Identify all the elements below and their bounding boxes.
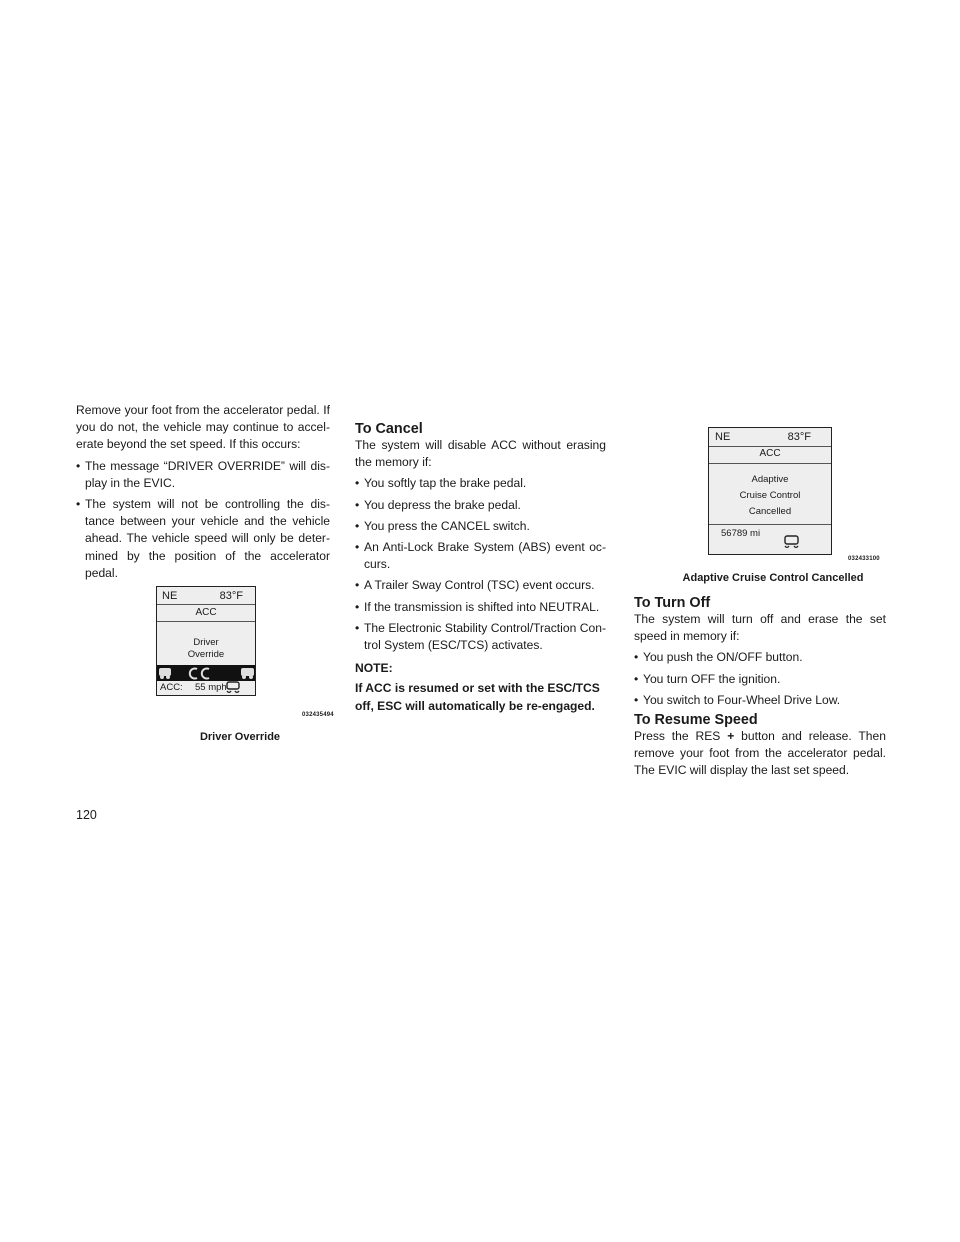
bullet-icon: •: [355, 620, 360, 635]
list-item: • The system will not be controlling the dis-tance between your vehicle and the vehicle ahead. The vehicle speed will only be deter-mined by the position of the accelerator pedal.: [76, 497, 330, 580]
column-middle: [355, 422, 606, 715]
bullet-icon: •: [355, 578, 360, 593]
section-heading-resume: To Resume Speed: [634, 712, 758, 729]
traction-icon: [782, 535, 802, 551]
message-line-1: Adaptive: [751, 474, 789, 485]
evic-screen: [156, 586, 256, 696]
override-bullet-list: [76, 458, 330, 582]
bullet-icon: •: [355, 497, 360, 512]
figure-id: 032433100: [848, 556, 880, 562]
cancel-bullet-list: [355, 475, 606, 654]
figure-caption: Adaptive Cruise Control Cancelled: [682, 572, 864, 584]
turn-off-intro: The system will turn off and erase the set speed in memory if:: [634, 612, 886, 644]
list-item: • You turn OFF the ignition.: [634, 671, 886, 688]
bullet-icon: •: [634, 692, 639, 707]
bullet-icon: •: [355, 518, 360, 533]
column-right: [634, 596, 886, 780]
bullet-icon: •: [355, 540, 360, 555]
bullet-icon: •: [76, 497, 81, 512]
list-item: • You softly tap the brake pedal.: [355, 475, 606, 492]
message-line-3: Cancelled: [748, 506, 792, 517]
odometer-readout: 56789 mi: [721, 528, 761, 539]
cancel-intro: The system will disable ACC without erasing the memory if:: [355, 438, 606, 470]
bullet-icon: •: [634, 650, 639, 665]
note-label: NOTE:: [355, 661, 393, 676]
mode-label: ACC: [759, 448, 781, 459]
resume-text: Press the RES + button and release. Then remove your foot from the accelerator pedal. The EVIC will display the last set speed.: [634, 729, 886, 778]
figure-caption: Driver Override: [199, 731, 281, 743]
evic-screen: [708, 427, 832, 555]
figure-acc-cancelled: [660, 420, 886, 588]
bullet-icon: •: [355, 599, 360, 614]
acc-speed-value: 55 mph: [195, 682, 227, 693]
compass-heading: NE: [715, 431, 731, 443]
plus-icon: +: [727, 729, 735, 744]
note-text: If ACC is resumed or set with the ESC/TCS off, ESC will automatically be re-engaged.: [355, 681, 600, 713]
bullet-icon: •: [355, 476, 360, 491]
turn-off-bullet-list: [634, 649, 886, 709]
traction-icon: [224, 681, 242, 695]
temperature-readout: 83°F: [219, 590, 243, 602]
list-item: • An Anti-Lock Brake System (ABS) event oc-curs.: [355, 540, 606, 572]
list-item: • You switch to Four-Wheel Drive Low.: [634, 692, 886, 709]
page-number: 120: [76, 808, 97, 822]
message-line-2: Cruise Control: [739, 490, 801, 501]
compass-heading: NE: [162, 590, 178, 602]
list-item: • You press the CANCEL switch.: [355, 518, 606, 535]
list-item: • The message “DRIVER OVERRIDE” will dis-play in the EVIC.: [76, 458, 330, 490]
bullet-icon: •: [634, 671, 639, 686]
list-item: • If the transmission is shifted into NEUTRAL.: [355, 599, 606, 616]
mode-label: ACC: [195, 607, 217, 618]
car-icon: [157, 665, 257, 681]
list-item: • You depress the brake pedal.: [355, 497, 606, 514]
section-heading-cancel: To Cancel: [355, 421, 423, 437]
list-item: • The Electronic Stability Control/Traction Con-trol System (ESC/TCS) activates.: [355, 620, 606, 653]
message-line-2: Override: [187, 649, 225, 660]
override-intro: Remove your foot from the accelerator pedal. If you do not, the vehicle may continue to accel-erate beyond the set speed. If this occurs:: [76, 403, 330, 452]
figure-driver-override: [140, 580, 340, 748]
vehicle-gap-bar: [157, 665, 255, 681]
figure-id: 032435494: [302, 712, 334, 718]
section-heading-turn-off: To Turn Off: [634, 595, 711, 611]
message-line-1: Driver: [193, 637, 219, 648]
list-item: • You push the ON/OFF button.: [634, 649, 886, 666]
bullet-icon: •: [76, 458, 81, 473]
column-left: [76, 402, 330, 586]
list-item: • A Trailer Sway Control (TSC) event occurs.: [355, 577, 606, 594]
temperature-readout: 83°F: [787, 431, 811, 443]
acc-speed-label: ACC:: [160, 682, 183, 693]
